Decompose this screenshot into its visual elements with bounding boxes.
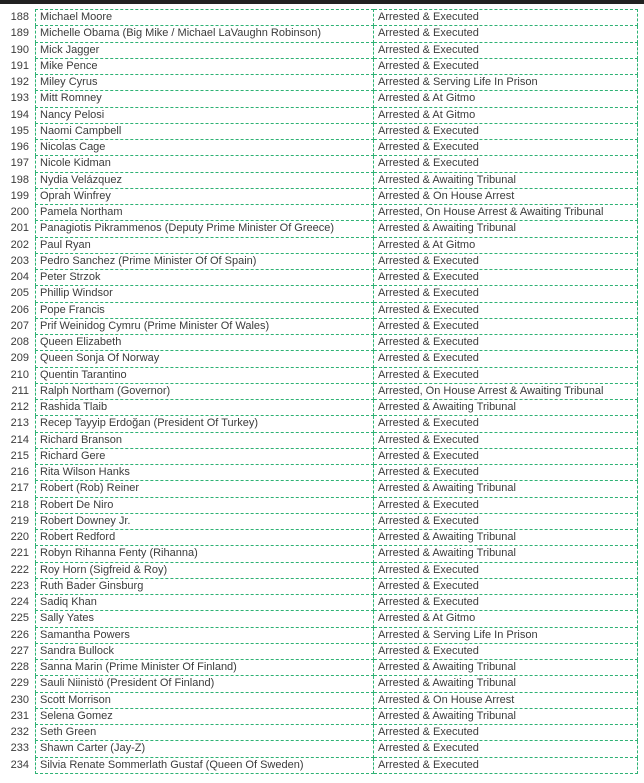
name-cell: Pedro Sanchez (Prime Minister Of Of Spain) (36, 253, 374, 269)
status-cell: Arrested & Executed (374, 595, 638, 611)
table-row (0, 302, 638, 318)
status-cell: Arrested & Executed (374, 367, 638, 383)
name-cell: Robert (Rob) Reiner (36, 481, 374, 497)
name-cell: Queen Sonja Of Norway (36, 351, 374, 367)
name-cell: Michael Moore (36, 10, 374, 26)
name-cell: Pamela Northam (36, 205, 374, 221)
table-row (0, 725, 638, 741)
row-number: 218 (10, 498, 29, 511)
table-row (0, 351, 638, 367)
row-number: 204 (10, 271, 29, 284)
table-row (0, 58, 638, 74)
table-row (0, 253, 638, 269)
table-row (0, 741, 638, 757)
table-row (0, 578, 638, 594)
name-cell: Pope Francis (36, 302, 374, 318)
name-cell: Paul Ryan (36, 237, 374, 253)
name-cell: Nancy Pelosi (36, 107, 374, 123)
status-cell: Arrested & Awaiting Tribunal (374, 530, 638, 546)
table-row (0, 123, 638, 139)
row-number: 214 (10, 433, 29, 446)
status-cell: Arrested & Executed (374, 741, 638, 757)
name-cell: Ruth Bader Ginsburg (36, 578, 374, 594)
status-cell: Arrested & Executed (374, 513, 638, 529)
arrest-status-table-body (0, 10, 638, 774)
row-number: 212 (10, 401, 29, 414)
row-number: 198 (10, 173, 29, 186)
status-cell: Arrested & Executed (374, 562, 638, 578)
name-cell: Samantha Powers (36, 627, 374, 643)
status-cell: Arrested & Awaiting Tribunal (374, 708, 638, 724)
table-row (0, 172, 638, 188)
row-number: 188 (10, 11, 29, 24)
name-cell: Peter Strzok (36, 270, 374, 286)
row-number: 207 (10, 319, 29, 332)
row-number: 227 (10, 644, 29, 657)
status-cell: Arrested & Executed (374, 140, 638, 156)
name-cell: Robert Redford (36, 530, 374, 546)
table-row (0, 465, 638, 481)
name-cell: Seth Green (36, 725, 374, 741)
name-cell: Nicole Kidman (36, 156, 374, 172)
row-number: 222 (10, 563, 29, 576)
status-cell: Arrested & Executed (374, 351, 638, 367)
row-number: 221 (10, 547, 29, 560)
table-row (0, 335, 638, 351)
row-number: 199 (10, 189, 29, 202)
name-cell: Richard Gere (36, 448, 374, 464)
row-number: 196 (10, 141, 29, 154)
table-row (0, 140, 638, 156)
status-cell: Arrested & At Gitmo (374, 611, 638, 627)
name-cell: Robert De Niro (36, 497, 374, 513)
status-cell: Arrested & Awaiting Tribunal (374, 660, 638, 676)
row-number: 200 (10, 206, 29, 219)
table-row (0, 383, 638, 399)
row-number: 206 (10, 303, 29, 316)
name-cell: Roy Horn (Sigfreid & Roy) (36, 562, 374, 578)
name-cell: Recep Tayyip Erdoğan (President Of Turkey) (36, 416, 374, 432)
name-cell: Silvia Renate Sommerlath Gustaf (Queen Of Sweden) (36, 757, 374, 773)
table-row (0, 156, 638, 172)
status-cell: Arrested & Executed (374, 448, 638, 464)
arrest-status-table (0, 9, 638, 774)
row-number: 233 (10, 742, 29, 755)
name-cell: Selena Gomez (36, 708, 374, 724)
status-cell: Arrested & On House Arrest (374, 188, 638, 204)
row-number: 216 (10, 466, 29, 479)
name-cell: Michelle Obama (Big Mike / Michael LaVaughn Robinson) (36, 26, 374, 42)
table-row (0, 75, 638, 91)
status-cell: Arrested & Executed (374, 465, 638, 481)
status-cell: Arrested, On House Arrest & Awaiting Tribunal (374, 383, 638, 399)
table-row (0, 546, 638, 562)
status-cell: Arrested & At Gitmo (374, 237, 638, 253)
name-cell: Queen Elizabeth (36, 335, 374, 351)
table-row (0, 107, 638, 123)
name-cell: Mike Pence (36, 58, 374, 74)
table-row (0, 205, 638, 221)
row-number: 201 (10, 222, 29, 235)
name-cell: Phillip Windsor (36, 286, 374, 302)
row-number: 232 (10, 726, 29, 739)
status-cell: Arrested & Executed (374, 253, 638, 269)
table-row (0, 318, 638, 334)
name-cell: Rita Wilson Hanks (36, 465, 374, 481)
name-cell: Richard Branson (36, 432, 374, 448)
table-row (0, 513, 638, 529)
status-cell: Arrested & On House Arrest (374, 692, 638, 708)
table-row (0, 643, 638, 659)
table-row (0, 448, 638, 464)
status-cell: Arrested & Awaiting Tribunal (374, 481, 638, 497)
name-cell: Sadiq Khan (36, 595, 374, 611)
row-number: 193 (10, 92, 29, 105)
table-row (0, 10, 638, 26)
row-number: 230 (10, 693, 29, 706)
status-cell: Arrested & Executed (374, 58, 638, 74)
status-cell: Arrested & Executed (374, 335, 638, 351)
status-cell: Arrested & Serving Life In Prison (374, 75, 638, 91)
status-cell: Arrested & Executed (374, 270, 638, 286)
name-cell: Sanna Marin (Prime Minister Of Finland) (36, 660, 374, 676)
status-cell: Arrested & Awaiting Tribunal (374, 221, 638, 237)
status-cell: Arrested, On House Arrest & Awaiting Tribunal (374, 205, 638, 221)
row-number: 223 (10, 579, 29, 592)
status-cell: Arrested & Executed (374, 26, 638, 42)
status-cell: Arrested & At Gitmo (374, 107, 638, 123)
name-cell: Naomi Campbell (36, 123, 374, 139)
row-number: 194 (10, 108, 29, 121)
name-cell: Nicolas Cage (36, 140, 374, 156)
name-cell: Sandra Bullock (36, 643, 374, 659)
status-cell: Arrested & Executed (374, 318, 638, 334)
name-cell: Panagiotis Pikrammenos (Deputy Prime Minister Of Greece) (36, 221, 374, 237)
table-row (0, 692, 638, 708)
row-number: 190 (10, 43, 29, 56)
status-cell: Arrested & At Gitmo (374, 91, 638, 107)
row-number: 234 (10, 758, 29, 771)
status-cell: Arrested & Executed (374, 643, 638, 659)
name-cell: Rashida Tlaib (36, 400, 374, 416)
name-cell: Oprah Winfrey (36, 188, 374, 204)
row-number: 208 (10, 336, 29, 349)
status-cell: Arrested & Executed (374, 578, 638, 594)
name-cell: Robyn Rihanna Fenty (Rihanna) (36, 546, 374, 562)
name-cell: Mick Jagger (36, 42, 374, 58)
name-cell: Robert Downey Jr. (36, 513, 374, 529)
status-cell: Arrested & Awaiting Tribunal (374, 546, 638, 562)
table-row (0, 237, 638, 253)
row-number: 191 (10, 59, 29, 72)
top-crop-bar (0, 0, 644, 4)
row-number: 205 (10, 287, 29, 300)
row-number: 225 (10, 612, 29, 625)
table-row (0, 611, 638, 627)
name-cell: Sally Yates (36, 611, 374, 627)
status-cell: Arrested & Executed (374, 757, 638, 773)
name-cell: Mitt Romney (36, 91, 374, 107)
row-number: 189 (10, 27, 29, 40)
row-number: 215 (10, 449, 29, 462)
name-cell: Sauli Niinistö (President Of Finland) (36, 676, 374, 692)
row-number: 213 (10, 417, 29, 430)
row-number: 210 (10, 368, 29, 381)
table-row (0, 270, 638, 286)
table-row (0, 367, 638, 383)
table-row (0, 221, 638, 237)
row-number: 229 (10, 677, 29, 690)
table-row (0, 91, 638, 107)
status-cell: Arrested & Serving Life In Prison (374, 627, 638, 643)
status-cell: Arrested & Executed (374, 42, 638, 58)
table-row (0, 676, 638, 692)
status-cell: Arrested & Executed (374, 302, 638, 318)
table-row (0, 26, 638, 42)
status-cell: Arrested & Awaiting Tribunal (374, 400, 638, 416)
status-cell: Arrested & Executed (374, 156, 638, 172)
status-cell: Arrested & Executed (374, 123, 638, 139)
name-cell: Miley Cyrus (36, 75, 374, 91)
table-row (0, 481, 638, 497)
table-row (0, 497, 638, 513)
name-cell: Nydia Velázquez (36, 172, 374, 188)
table-row (0, 708, 638, 724)
row-number: 226 (10, 628, 29, 641)
name-cell: Prif Weinidog Cymru (Prime Minister Of Wales) (36, 318, 374, 334)
row-number: 209 (10, 352, 29, 365)
name-cell: Scott Morrison (36, 692, 374, 708)
table-row (0, 530, 638, 546)
status-cell: Arrested & Awaiting Tribunal (374, 676, 638, 692)
table-row (0, 660, 638, 676)
table-row (0, 416, 638, 432)
status-cell: Arrested & Executed (374, 497, 638, 513)
row-number: 211 (11, 384, 29, 397)
row-number: 219 (10, 514, 29, 527)
table-row (0, 627, 638, 643)
table-row (0, 42, 638, 58)
table-row (0, 595, 638, 611)
row-number: 203 (10, 254, 29, 267)
row-number: 192 (10, 76, 29, 89)
table-row (0, 286, 638, 302)
row-number: 228 (10, 661, 29, 674)
status-cell: Arrested & Executed (374, 10, 638, 26)
row-number: 197 (10, 157, 29, 170)
table-row (0, 757, 638, 773)
status-cell: Arrested & Executed (374, 432, 638, 448)
row-number: 231 (10, 709, 29, 722)
table-row (0, 432, 638, 448)
row-number: 217 (10, 482, 29, 495)
name-cell: Ralph Northam (Governor) (36, 383, 374, 399)
status-cell: Arrested & Awaiting Tribunal (374, 172, 638, 188)
status-cell: Arrested & Executed (374, 725, 638, 741)
status-cell: Arrested & Executed (374, 286, 638, 302)
table-row (0, 188, 638, 204)
table-row (0, 400, 638, 416)
row-number: 202 (10, 238, 29, 251)
name-cell: Quentin Tarantino (36, 367, 374, 383)
table-row (0, 562, 638, 578)
row-number: 195 (10, 124, 29, 137)
row-number: 220 (10, 531, 29, 544)
row-number: 224 (10, 596, 29, 609)
name-cell: Shawn Carter (Jay-Z) (36, 741, 374, 757)
status-cell: Arrested & Executed (374, 416, 638, 432)
